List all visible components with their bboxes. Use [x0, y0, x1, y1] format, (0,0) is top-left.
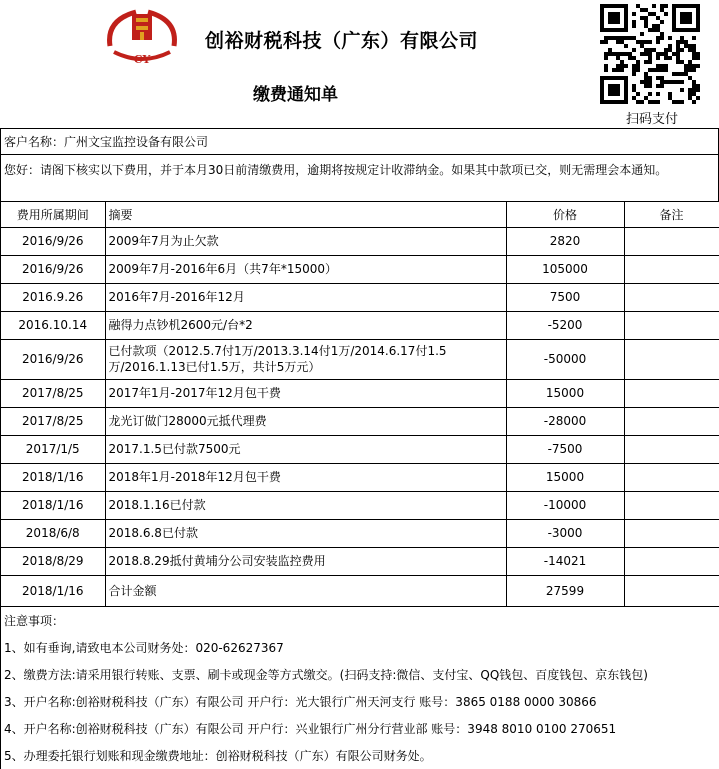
- table-row: [1, 311, 719, 339]
- price-cell: -50000: [506, 339, 624, 379]
- summary-cell: 2018.1.16已付款: [105, 491, 506, 519]
- header-note: 备注: [624, 202, 719, 227]
- price-cell: 27599: [506, 575, 624, 606]
- period-cell: 2016/9/26: [1, 227, 105, 255]
- qr-label: 扫码支付: [626, 112, 679, 127]
- notes-heading: 注意事项：: [4, 613, 65, 628]
- period-cell: 2017/8/25: [1, 379, 105, 407]
- period-cell: 2018/1/16: [1, 491, 105, 519]
- table-row: [1, 227, 719, 255]
- note-cell: [624, 339, 719, 379]
- note-cell: [624, 379, 719, 407]
- summary-cell: 2018年1月-2018年12月包干费: [105, 463, 506, 491]
- table-row: [1, 547, 719, 575]
- company-name: 创裕财税科技（广东）有限公司: [205, 30, 479, 52]
- table-row: [1, 491, 719, 519]
- payment-qr-code[interactable]: [598, 4, 702, 104]
- table-row: [1, 255, 719, 283]
- period-cell: 2018/1/16: [1, 575, 105, 606]
- note-item: 5、办理委托银行划账和现金缴费地址：创裕财税科技（广东）有限公司财务处。: [4, 748, 432, 763]
- note-item: 4、开户名称:创裕财税科技（广东）有限公司 开户行：兴业银行广州分行营业部 账号：3948 8010 0100 270651: [4, 721, 617, 736]
- note-cell: [624, 547, 719, 575]
- table-row: [1, 339, 719, 379]
- summary-cell: 2009年7月-2016年6月（共7年*15000）: [105, 255, 506, 283]
- note-cell: [624, 227, 719, 255]
- period-cell: 2017/1/5: [1, 435, 105, 463]
- table-row: [1, 407, 719, 435]
- period-cell: 2017/8/25: [1, 407, 105, 435]
- period-cell: 2018/6/8: [1, 519, 105, 547]
- price-cell: -3000: [506, 519, 624, 547]
- note-item: 2、缴费方法:请采用银行转账、支票、刷卡或现金等方式缴交。(扫码支持:微信、支付宝、QQ钱包、百度钱包、京东钱包): [4, 667, 648, 682]
- summary-cell: 2017年1月-2017年12月包干费: [105, 379, 506, 407]
- header-period: 费用所属期间: [1, 202, 105, 227]
- table-header-row: [1, 202, 719, 227]
- period-cell: 2016.10.14: [1, 311, 105, 339]
- table-row: [1, 463, 719, 491]
- price-cell: 15000: [506, 463, 624, 491]
- note-item: 3、开户名称:创裕财税科技（广东）有限公司 开户行：光大银行广州天河支行 账号：3865 0188 0000 30866: [4, 694, 597, 709]
- price-cell: 15000: [506, 379, 624, 407]
- price-cell: 7500: [506, 283, 624, 311]
- header: [0, 0, 719, 128]
- greeting-text: 您好：请阁下核实以下费用，并于本月30日前清缴费用，逾期将按规定计收滞纳金。如果其中款项已交，则无需理会本通知。: [1, 155, 719, 202]
- note-cell: [624, 311, 719, 339]
- price-cell: 105000: [506, 255, 624, 283]
- table-row: [1, 575, 719, 606]
- price-cell: -7500: [506, 435, 624, 463]
- note-cell: [624, 519, 719, 547]
- price-cell: 2820: [506, 227, 624, 255]
- notes-section: [1, 607, 719, 769]
- note-cell: [624, 283, 719, 311]
- table-row: [1, 379, 719, 407]
- summary-cell: 2018.8.29抵付黄埔分公司安装监控费用: [105, 547, 506, 575]
- summary-cell: 龙光订做门28000元抵代理费: [105, 407, 506, 435]
- period-cell: 2018/8/29: [1, 547, 105, 575]
- note-cell: [624, 463, 719, 491]
- customer-line: 客户名称：广州文宝监控设备有限公司: [1, 128, 719, 155]
- note-cell: [624, 435, 719, 463]
- note-cell: [624, 575, 719, 606]
- price-cell: -10000: [506, 491, 624, 519]
- header-price: 价格: [506, 202, 624, 227]
- notice-sheet: [0, 128, 719, 769]
- fee-table-body: [1, 227, 719, 606]
- period-cell: 2018/1/16: [1, 463, 105, 491]
- table-row: [1, 435, 719, 463]
- price-cell: -5200: [506, 311, 624, 339]
- summary-cell: 2009年7月为止欠款: [105, 227, 506, 255]
- table-row: [1, 283, 719, 311]
- logo-text: CY: [133, 53, 151, 66]
- period-cell: 2016/9/26: [1, 255, 105, 283]
- summary-cell: 合计金额: [105, 575, 506, 606]
- period-cell: 2016/9/26: [1, 339, 105, 379]
- price-cell: -28000: [506, 407, 624, 435]
- fee-table: [1, 202, 719, 607]
- summary-cell: 融得力点钞机2600元/台*2: [105, 311, 506, 339]
- summary-cell: 2017.1.5已付款7500元: [105, 435, 506, 463]
- document-title: 缴费通知单: [253, 85, 338, 105]
- price-cell: -14021: [506, 547, 624, 575]
- summary-cell: 已付款项（2012.5.7付1万/2013.3.14付1万/2014.6.17付1.5万/2016.1.13已付1.5万，共计5万元）: [105, 339, 506, 379]
- period-cell: 2016.9.26: [1, 283, 105, 311]
- summary-cell: 2018.6.8已付款: [105, 519, 506, 547]
- table-row: [1, 519, 719, 547]
- note-cell: [624, 407, 719, 435]
- note-item: 1、如有垂询,请致电本公司财务处：020-62627367: [4, 640, 284, 655]
- company-logo: [96, 6, 188, 70]
- note-cell: [624, 491, 719, 519]
- note-cell: [624, 255, 719, 283]
- summary-cell: 2016年7月-2016年12月: [105, 283, 506, 311]
- header-summary: 摘要: [105, 202, 506, 227]
